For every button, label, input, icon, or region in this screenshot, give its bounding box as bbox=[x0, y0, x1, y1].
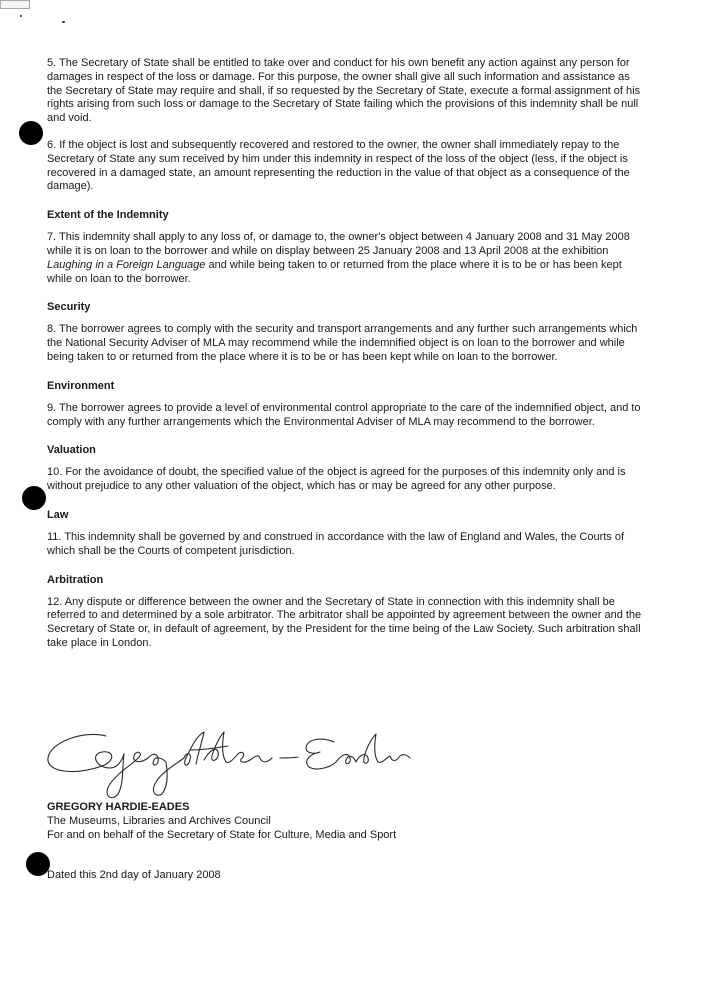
heading-valuation: Valuation bbox=[47, 444, 96, 457]
paragraph-12: 12. Any dispute or difference between the owner and the Secretary of State in connection with this indemnity shall be referred to and determined by a sole arbitrator. The arbitrator shall be appointed by agreement between the owner and the Secretary of State or, in default of agreement, by the President for the time being of the Law Society. Such arbitration shall take place in London. bbox=[47, 595, 642, 649]
scan-corner-stamp bbox=[0, 0, 30, 9]
heading-extent: Extent of the Indemnity bbox=[47, 209, 169, 222]
punch-hole bbox=[22, 486, 46, 510]
signatory-on-behalf: For and on behalf of the Secretary of State for Culture, Media and Sport bbox=[47, 829, 397, 841]
paragraph-10: 10. For the avoidance of doubt, the specified value of the object is agreed for the purposes of this indemnity only and is without prejudice to any other valuation of the object, which has or may be agreed for any other purpose. bbox=[47, 466, 626, 493]
date-line: Dated this 2nd day of January 2008 bbox=[47, 869, 221, 881]
document-body bbox=[47, 57, 647, 651]
signatory-name: GREGORY HARDIE-EADES bbox=[47, 801, 190, 813]
paragraph-7 bbox=[47, 231, 647, 286]
scan-speck bbox=[62, 21, 65, 23]
paragraph-7-start: 7. This indemnity shall apply to any loss of, or damage to, the owner's object between 4 January 2008 and 31 May 2008 while it is on loan to the borrower and while on display between 25 January 2008 and 13 April 2008 at the exhibition bbox=[47, 231, 630, 257]
paragraph-9: 9. The borrower agrees to provide a level of environmental control appropriate to the care of the indemnified object, and to comply with any further arrangements which the Environmental Adviser of MLA may recommend to the borrower. bbox=[47, 401, 641, 428]
signatory-organisation: The Museums, Libraries and Archives Council bbox=[47, 815, 271, 827]
paragraph-8: 8. The borrower agrees to comply with the security and transport arrangements and any further such arrangements which the National Security Adviser of MLA may recommend while the indemnified object is on loan to the borrower and while being taken to or returned from the place where it is to be or has been kept while on loan to the borrower. bbox=[47, 323, 638, 363]
paragraph-5: 5. The Secretary of State shall be entitled to take over and conduct for his own benefit any action against any person for damages in respect of the loss or damage. For this purpose, the owner shall give all such information and assistance as the Secretary of State may require and shall, if so requested by the Secretary of State, execute a formal assignment of his rights arising from such loss or damage to the Secretary of State failing which the provisions of this indemnity shall be null and void. bbox=[47, 57, 641, 125]
paragraph-7-end: and while being taken to or returned from the place where it is to be or has been kept while on loan to the borrower. bbox=[47, 258, 622, 285]
paragraph-11: 11. This indemnity shall be governed by and construed in accordance with the law of England and Wales, the Courts of which shall be the Courts of competent jurisdiction. bbox=[47, 530, 625, 557]
heading-law: Law bbox=[47, 508, 69, 521]
heading-arbitration: Arbitration bbox=[47, 573, 104, 586]
scan-speck bbox=[20, 15, 22, 17]
exhibition-title: Laughing in a Foreign Language bbox=[47, 258, 206, 271]
paragraph-6: 6. If the object is lost and subsequently recovered and restored to the owner, the owner shall immediately repay to the Secretary of State any sum received by him under this indemnity in respect of the loss of the object (less, if the object is recovered in a damaged state, an amount representing the reduction in the value of that object as a consequence of the damage). bbox=[47, 138, 630, 193]
heading-security: Security bbox=[47, 301, 91, 314]
punch-hole bbox=[19, 121, 43, 145]
signature-block bbox=[47, 800, 647, 842]
handwritten-signature bbox=[44, 728, 414, 800]
heading-environment: Environment bbox=[47, 379, 115, 392]
